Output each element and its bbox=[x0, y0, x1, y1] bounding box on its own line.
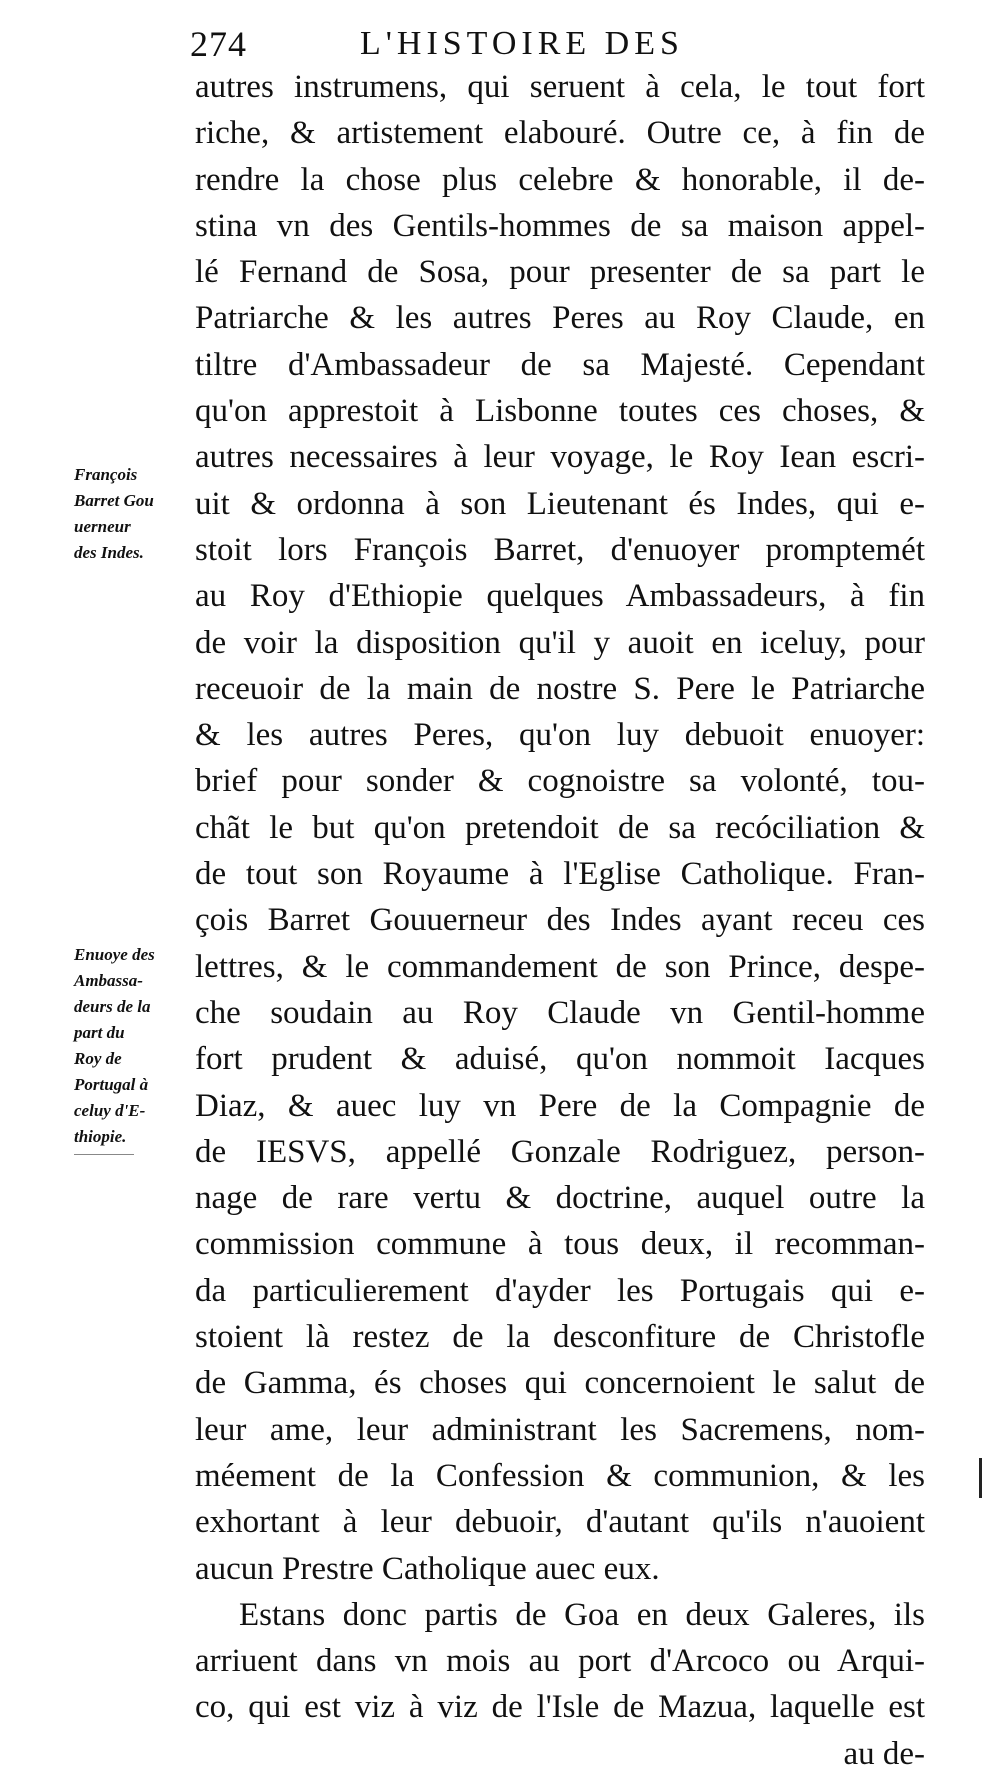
text-line: arriuent dans vn mois au port d'Arcoco ou Arqui- bbox=[195, 1643, 925, 1680]
text-line: che soudain au Roy Claude vn Gentil-homme bbox=[195, 994, 925, 1031]
page-edge-mark bbox=[979, 1458, 982, 1498]
text-line: au Roy d'Ethiopie quelques Ambassadeurs, à fin bbox=[195, 578, 925, 615]
text-line: & les autres Peres, qu'on luy debuoit enuoyer: bbox=[195, 717, 925, 754]
text-line: autres instrumens, qui seruent à cela, le tout fort bbox=[195, 69, 925, 105]
text-line: de IESVS, appellé Gonzale Rodriguez, person- bbox=[195, 1133, 925, 1170]
marginal-note-line: celuy d'E- bbox=[74, 1101, 146, 1120]
marginal-note-line: thiopie. bbox=[74, 1127, 127, 1146]
paragraph-start-line: Estans donc partis de Goa en deux Galeres, ils bbox=[239, 1596, 925, 1633]
text-line: stoient là restez de la desconfiture de Christofle bbox=[195, 1319, 925, 1356]
marginal-note-line: part du bbox=[74, 1023, 125, 1042]
text-line: méement de la Confession & communion, & les bbox=[195, 1457, 925, 1494]
text-line: Patriarche & les autres Peres au Roy Claude, en bbox=[195, 300, 925, 337]
text-line: çois Barret Gouuerneur des Indes ayant receu ces bbox=[195, 902, 925, 939]
text-line: tiltre d'Ambassadeur de sa Majesté. Cependant bbox=[195, 346, 925, 383]
marginal-note-line: Barret Gou bbox=[74, 491, 154, 510]
marginal-note-line: Enuoye des bbox=[74, 945, 155, 964]
text-line: brief pour sonder & cognoistre sa volonté, tou- bbox=[195, 763, 925, 800]
body-text bbox=[195, 64, 925, 1777]
catchword: au de- bbox=[843, 1735, 925, 1772]
page-number: 274 bbox=[190, 24, 247, 64]
text-line: receuoir de la main de nostre S. Pere le Patriarche bbox=[195, 670, 925, 707]
marginal-note-line: François bbox=[74, 465, 138, 484]
text-line: autres necessaires à leur voyage, le Roy Iean escri- bbox=[195, 439, 925, 476]
marginal-note-line: Portugal à bbox=[74, 1075, 149, 1094]
marginal-note-ambassadors bbox=[74, 942, 192, 1155]
text-line: da particulierement d'ayder les Portugais qui e- bbox=[195, 1272, 925, 1309]
running-head: L'HISTOIRE DES bbox=[360, 25, 684, 62]
text-line: aucun Prestre Catholique auec eux. bbox=[195, 1550, 660, 1587]
text-line: lé Fernand de Sosa, pour presenter de sa part le bbox=[195, 254, 925, 291]
marginal-note-barret bbox=[74, 462, 192, 566]
text-line: Diaz, & auec luy vn Pere de la Compagnie de bbox=[195, 1087, 925, 1124]
text-line: rendre la chose plus celebre & honorable, il de- bbox=[195, 161, 925, 198]
marginal-note-line: deurs de la bbox=[74, 997, 151, 1016]
marginal-note-line: Ambassa- bbox=[74, 971, 143, 990]
text-line: de voir la disposition qu'il y auoit en iceluy, pour bbox=[195, 624, 925, 661]
marginal-note-line: Roy de bbox=[74, 1049, 122, 1068]
text-line: uit & ordonna à son Lieutenant és Indes, qui e- bbox=[195, 485, 925, 522]
marginal-note-line: uerneur bbox=[74, 517, 131, 536]
text-line: lettres, & le commandement de son Prince, despe- bbox=[195, 948, 925, 985]
text-line: chãt le but qu'on pretendoit de sa recóciliation & bbox=[195, 809, 925, 846]
text-line: stoit lors François Barret, d'enuoyer promptemét bbox=[195, 531, 925, 568]
marginal-note-line: des Indes. bbox=[74, 543, 144, 562]
text-line: nage de rare vertu & doctrine, auquel outre la bbox=[195, 1180, 925, 1217]
text-line: stina vn des Gentils-hommes de sa maison appel- bbox=[195, 207, 925, 244]
text-line: leur ame, leur administrant les Sacremens, nom- bbox=[195, 1411, 925, 1448]
text-line: riche, & artistement elabouré. Outre ce, à fin de bbox=[195, 115, 925, 152]
text-line: de Gamma, és choses qui concernoient le salut de bbox=[195, 1365, 925, 1402]
text-line: commission commune à tous deux, il recomman- bbox=[195, 1226, 925, 1263]
text-line: co, qui est viz à viz de l'Isle de Mazua, laquelle est bbox=[195, 1689, 925, 1726]
text-line: qu'on apprestoit à Lisbonne toutes ces choses, & bbox=[195, 393, 925, 430]
marginal-rule bbox=[74, 1154, 134, 1155]
text-line: de tout son Royaume à l'Eglise Catholique. Fran- bbox=[195, 856, 925, 893]
text-line: fort prudent & aduisé, qu'on nommoit Iacques bbox=[195, 1041, 925, 1078]
text-line: exhortant à leur debuoir, d'autant qu'ils n'auoient bbox=[195, 1504, 925, 1541]
